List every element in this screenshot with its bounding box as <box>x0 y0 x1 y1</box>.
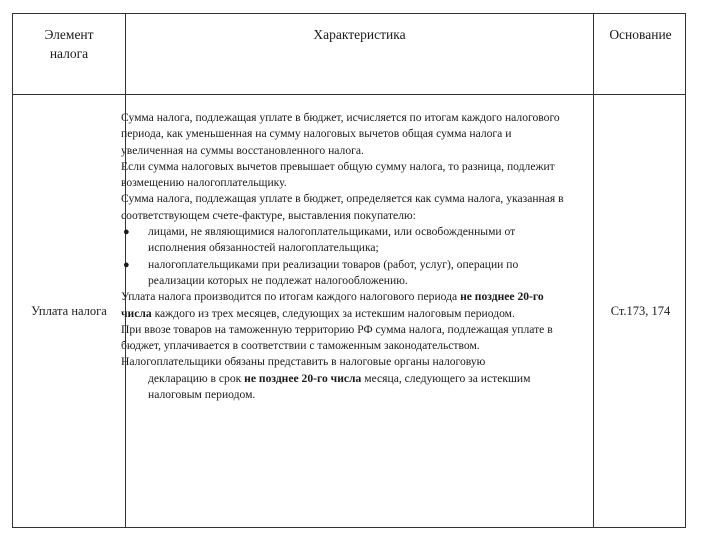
row-basis: Ст.173, 174 <box>610 303 671 318</box>
paragraph-payment-deadline <box>121 289 574 322</box>
text-run: Уплата налога производится по итогам каждого налогового периода <box>121 290 461 304</box>
bullet-text-2: налогоплательщиками при реализации товаров (работ, услуг), операции по реализации которых не подлежат налогообложению. <box>148 257 519 287</box>
text-run: Налогоплательщики обязаны представить в налоговые органы налоговую <box>121 355 486 369</box>
bullet-icon: ● <box>123 258 130 271</box>
paragraph-invoice: Сумма налога, подлежащая уплате в бюджет, определяется как сумма налога, указанная в соответствующем счете-фактуре, выставления покупателю: <box>121 192 564 222</box>
text-run: декларацию в срок <box>148 371 245 385</box>
header-element-line1: Элемент <box>44 27 94 42</box>
text-run: каждого из трех месяцев, следующих за истекшим налоговым периодом. <box>151 306 515 320</box>
bullet-text-1: лицами, не являющимися налогоплательщиками, или освобожденными от исполнения обязанностей налогоплательщика; <box>148 225 516 255</box>
bullet-icon: ● <box>123 226 130 239</box>
list-item <box>121 224 574 257</box>
row-element: Уплата налога <box>31 303 107 318</box>
paragraph-calculation: Сумма налога, подлежащая уплате в бюджет, исчисляется по итогам каждого налогового периода, как уменьшенная на сумму налоговых вычетов общая сумма налога и увеличенная на суммы восстановленного налога. <box>121 111 560 157</box>
header-element <box>13 14 125 94</box>
list-item <box>121 257 574 290</box>
header-element-line2: налога <box>49 46 89 61</box>
paragraph-declaration <box>121 354 574 370</box>
paragraph-declaration-cont <box>121 371 574 404</box>
row-characteristic <box>121 110 574 403</box>
text-run: месяца, следующего за истекшим налоговым периодом. <box>148 371 531 402</box>
paragraph-import: При ввозе товаров на таможенную территорию РФ сумма налога, подлежащая уплате в бюджет, уплачивается в соответствии с таможенным законодательством. <box>121 322 553 353</box>
header-characteristic: Характеристика <box>313 27 406 42</box>
deadline-emphasis: не позднее 20-го числа <box>244 371 362 385</box>
header-basis: Основание <box>609 27 672 42</box>
paragraph-refund: Если сумма налоговых вычетов превышает общую сумму налога, то разница, подлежит возмещению налогоплательщику. <box>121 159 555 190</box>
deadline-emphasis: не позднее 20-го числа <box>121 290 544 320</box>
